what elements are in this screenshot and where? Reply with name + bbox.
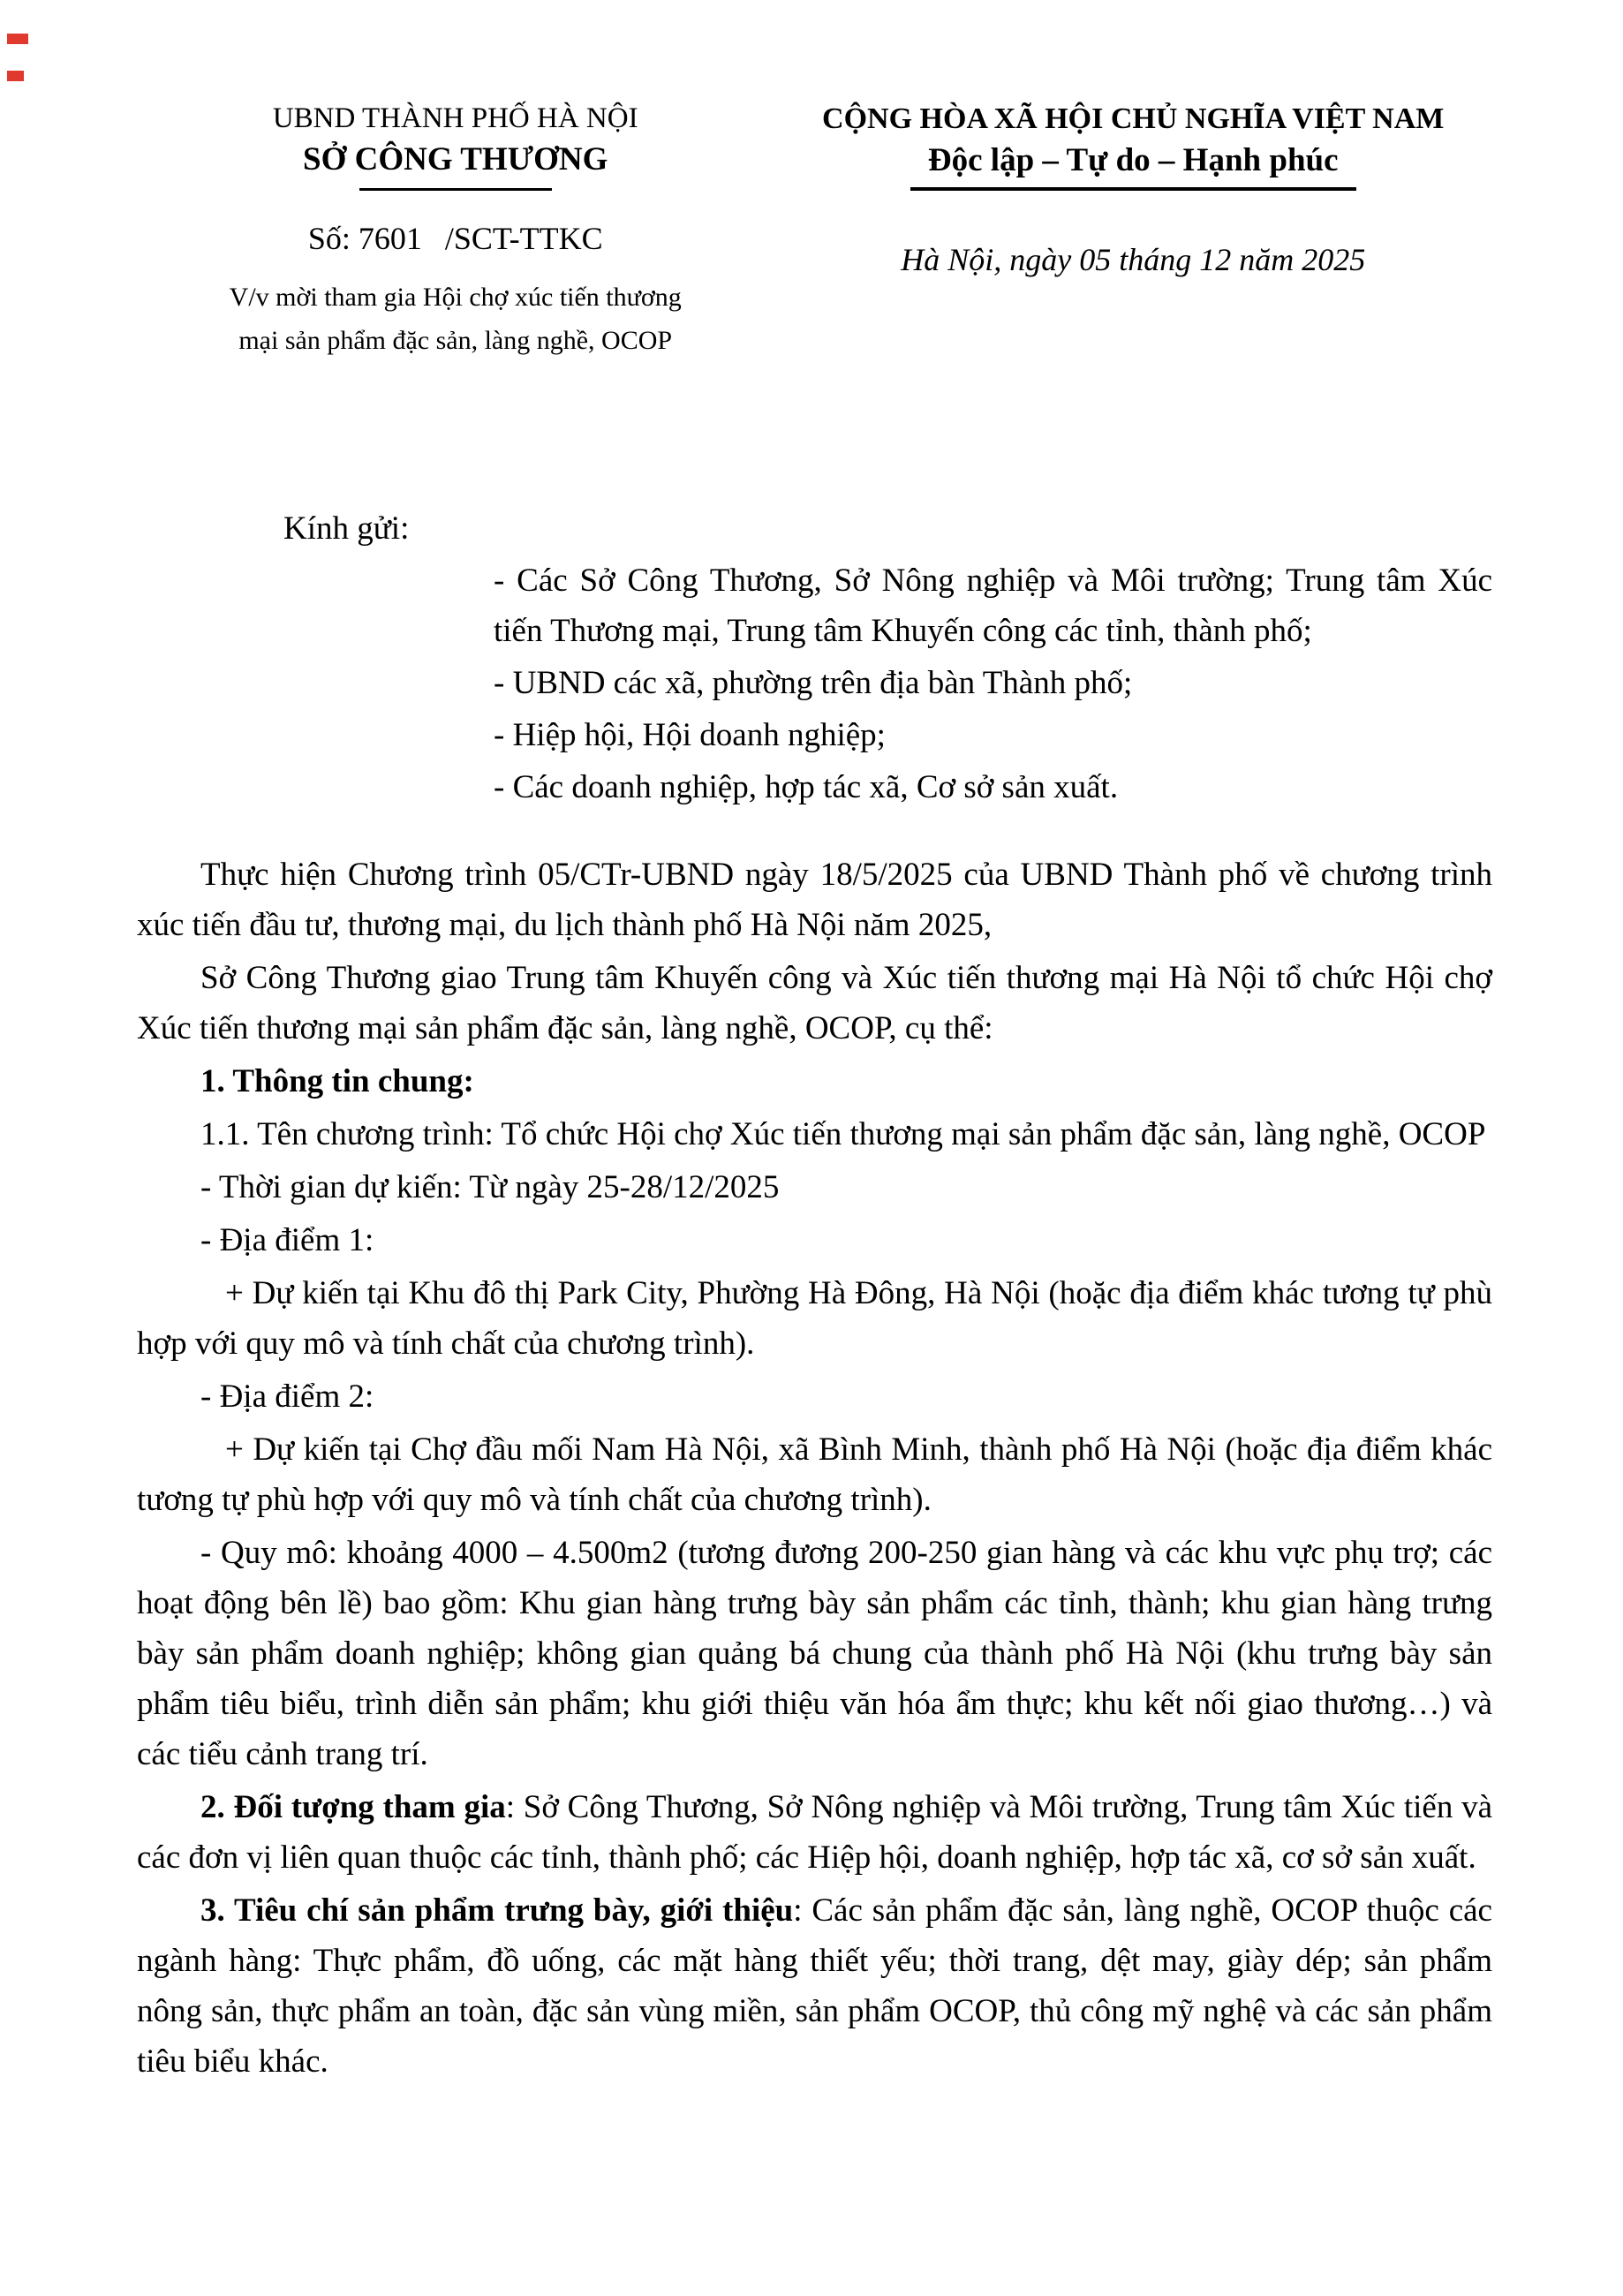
document-body [137, 850, 1492, 2087]
national-title: CỘNG HÒA XÃ HỘI CHỦ NGHĨA VIỆT NAM [822, 102, 1445, 135]
recipients-list [494, 555, 1492, 812]
section-2-heading: 2. Đối tượng tham gia [200, 1789, 506, 1825]
venue-1-detail: + Dự kiến tại Khu đô thị Park City, Phường Hà Đông, Hà Nội (hoặc địa điểm khác tương tự phù hợp với quy mô và tính chất của chương trình). [137, 1275, 1492, 1362]
motto-underline [910, 187, 1356, 191]
issuing-org-block [137, 99, 774, 362]
org-underline [359, 188, 552, 191]
org-name: SỞ CÔNG THƯƠNG [303, 141, 608, 177]
venue-2-label: - Địa điểm 2: [200, 1378, 374, 1415]
paragraph-basis-1: Thực hiện Chương trình 05/CTr-UBND ngày 18/5/2025 của UBND Thành phố về chương trình xúc tiến đầu tư, thương mại, du lịch thành phố Hà Nội năm 2025, [137, 857, 1492, 943]
recipient-item: - Các Sở Công Thương, Sở Nông nghiệp và Môi trường; Trung tâm Xúc tiến Thương mại, Trung tâm Khuyến công các tỉnh, thành phố; [494, 563, 1492, 649]
place-date: Hà Nội, ngày 05 tháng 12 năm 2025 [901, 242, 1366, 277]
item-time: - Thời gian dự kiến: Từ ngày 25-28/12/2025 [200, 1169, 780, 1205]
item-scale: - Quy mô: khoảng 4000 – 4.500m2 (tương đương 200-250 gian hàng và các khu vực phụ trợ; các hoạt động bên lề) bao gồm: Khu gian hàng trưng bày sản phẩm các tỉnh, thành; khu gian hàng trưng bày sản phẩm doanh nghiệp; không gian quảng bá chung của thành phố Hà Nội (khu trưng bày sản phẩm tiêu biểu, trình diễn sản phẩm; khu giới thiệu văn hóa ẩm thực; khu kết nối giao thương…) và các tiểu cảnh trang trí. [137, 1535, 1492, 1772]
org-parent-name: UBND THÀNH PHỐ HÀ NỘI [272, 102, 638, 134]
recipients-block [137, 503, 1492, 812]
paragraph-basis-2: Sở Công Thương giao Trung tâm Khuyến công và Xúc tiến thương mại Hà Nội tổ chức Hội chợ Xúc tiến thương mại sản phẩm đặc sản, làng nghề, OCOP, cụ thể: [137, 960, 1492, 1046]
recipient-item: - UBND các xã, phường trên địa bàn Thành phố; [494, 665, 1133, 701]
doc-subject [137, 276, 774, 362]
recipient-item: - Hiệp hội, Hội doanh nghiệp; [494, 717, 886, 753]
doc-number-suffix: /SCT-TTKC [444, 221, 603, 256]
section-3-heading: 3. Tiêu chí sản phẩm trưng bày, giới thiệu [200, 1892, 794, 1929]
section-1-heading: 1. Thông tin chung: [200, 1063, 474, 1099]
national-motto: Độc lập – Tự do – Hạnh phúc [927, 142, 1339, 178]
document-content [137, 99, 1492, 2087]
venue-2-detail: + Dự kiến tại Chợ đầu mối Nam Hà Nội, xã Bình Minh, thành phố Hà Nội (hoặc địa điểm khác tương tự phù hợp với quy mô và tính chất của chương trình). [137, 1431, 1492, 1518]
red-mark-2 [7, 71, 24, 81]
salutation: Kính gửi: [283, 510, 410, 547]
red-mark-1 [7, 34, 28, 44]
letterhead [137, 99, 1492, 362]
item-1-1-program-name: 1.1. Tên chương trình: Tổ chức Hội chợ Xúc tiến thương mại sản phẩm đặc sản, làng nghề, OCOP [200, 1116, 1486, 1152]
section-2 [137, 1782, 1492, 1883]
section-3-text: : Các sản phẩm đặc sản, làng nghề, OCOP thuộc các ngành hàng: Thực phẩm, đồ uống, các mặt hàng thiết yếu; thời trang, dệt may, giày dép; sản phẩm nông sản, thực phẩm an toàn, đặc sản vùng miền, sản phẩm OCOP, thủ công mỹ nghệ và các sản phẩm tiêu biểu khác. [137, 1892, 1492, 2080]
section-3 [137, 1885, 1492, 2087]
national-header-block [774, 99, 1492, 279]
doc-subject-line-2: mại sản phẩm đặc sản, làng nghề, OCOP [238, 326, 673, 355]
section-2-text: : Sở Công Thương, Sở Nông nghiệp và Môi trường, Trung tâm Xúc tiến và các đơn vị liên quan thuộc các tỉnh, thành phố; các Hiệp hội, doanh nghiệp, hợp tác xã, cơ sở sản xuất. [137, 1789, 1492, 1876]
recipient-item: - Các doanh nghiệp, hợp tác xã, Cơ sở sản xuất. [494, 769, 1119, 805]
doc-number [137, 219, 774, 258]
doc-subject-line-1: V/v mời tham gia Hội chợ xúc tiến thương [229, 283, 682, 312]
venue-1-label: - Địa điểm 1: [200, 1222, 374, 1258]
doc-number-prefix: Số: 7601 [307, 221, 422, 256]
